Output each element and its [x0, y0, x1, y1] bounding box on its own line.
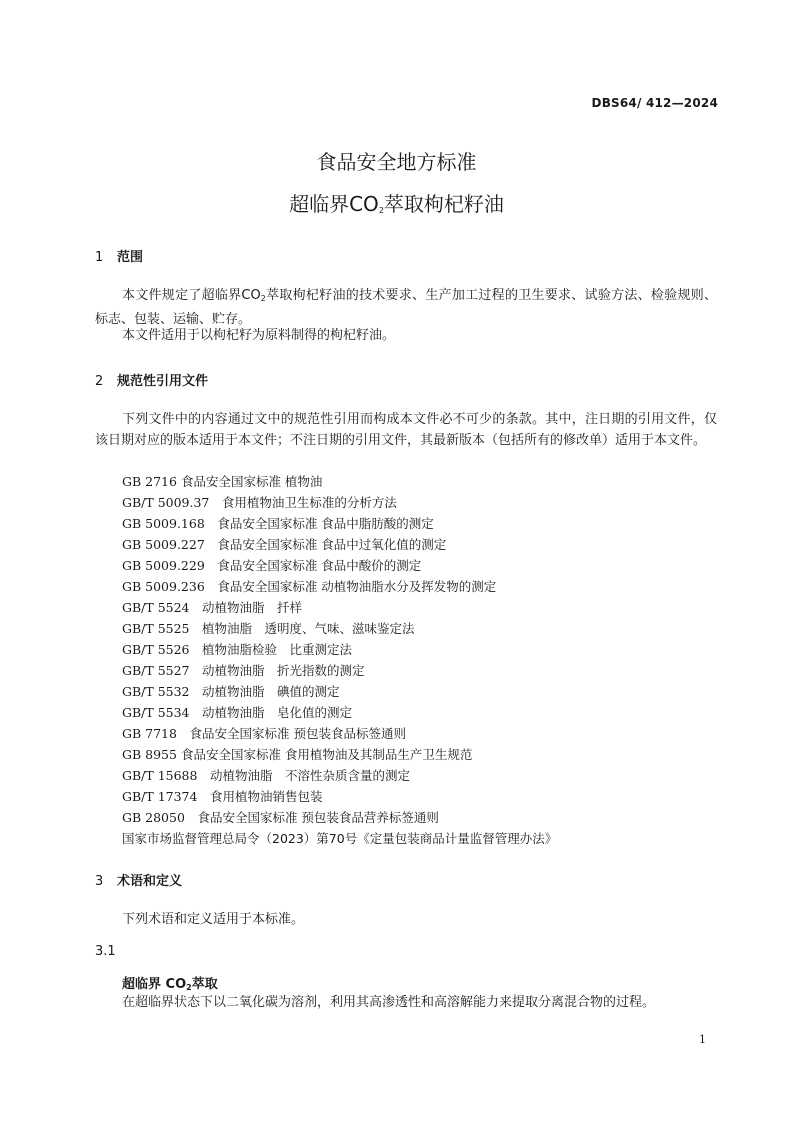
reference-item: GB/T 5525 植物油脂 透明度、气味、滋味鉴定法: [122, 621, 415, 636]
section-2-paragraph-1: 下列文件中的内容通过文中的规范性引用而构成本文件必不可少的条款。其中，注日期的引用文件，仅该日期对应的版本适用于本文件；不注日期的引用文件，其最新版本（包括所有的修改单）适用于本文件。: [95, 412, 717, 448]
reference-item: GB/T 15688 动植物油脂 不溶性杂质含量的测定: [122, 768, 410, 783]
reference-item: GB/T 5532 动植物油脂 碘值的测定: [122, 684, 340, 699]
reference-item: GB 5009.227 食品安全国家标准 食品中过氧化值的测定: [122, 537, 447, 552]
reference-item: GB 5009.236 食品安全国家标准 动植物油脂水分及挥发物的测定: [122, 579, 497, 594]
reference-item: GB/T 5524 动植物油脂 扦样: [122, 600, 303, 615]
reference-item: GB/T 5526 植物油脂检验 比重测定法: [122, 642, 353, 657]
reference-item: GB/T 5527 动植物油脂 折光指数的测定: [122, 663, 365, 678]
reference-item: GB 8955 食品安全国家标准 食用植物油及其制品生产卫生规范: [122, 747, 473, 762]
reference-item: GB/T 5009.37 食用植物油卫生标准的分析方法: [122, 495, 397, 510]
standard-title: 超临界$CO_2$萃取枸杞籽油: [289, 192, 504, 216]
term-definition: 在超临界状态下以二氧化碳为溶剂，利用其高渗透性和高溶解能力来提取分离混合物的过程。: [122, 995, 656, 1010]
section-3-heading: 3 术语和定义: [95, 874, 183, 889]
page-number: 1: [699, 1033, 706, 1046]
reference-decree: 国家市场监督管理总局令（2023）第70号《定量包装商品计量监督管理办法》: [122, 831, 558, 846]
reference-item: GB 7718 食品安全国家标准 预包装食品标签通则: [122, 726, 406, 741]
subsection-3-1-number: 3.1: [95, 944, 116, 959]
reference-item: GB/T 5534 动植物油脂 皂化值的测定: [122, 705, 353, 720]
section-1-heading: 1 范围: [95, 250, 144, 265]
section-1-paragraph-2: 本文件适用于以枸杞籽为原料制得的枸杞籽油。: [122, 328, 396, 343]
standard-category-title: 食品安全地方标准: [316, 150, 477, 174]
reference-item: GB 2716 食品安全国家标准 植物油: [122, 474, 323, 489]
term-heading: 超临界 $CO_2$萃取: [122, 977, 218, 992]
section-1-paragraph-1: 本文件规定了超临界$CO_2$萃取枸杞籽油的技术要求、生产加工过程的卫生要求、试验方法、检验规则、标志、包装、运输、贮存。: [95, 288, 717, 327]
document-number: DBS64/ 412—2024: [591, 96, 718, 110]
reference-item: GB 28050 食品安全国家标准 预包装食品营养标签通则: [122, 810, 439, 825]
reference-item: GB/T 17374 食用植物油销售包装: [122, 789, 323, 804]
reference-item: GB 5009.229 食品安全国家标准 食品中酸价的测定: [122, 558, 422, 573]
section-2-heading: 2 规范性引用文件: [95, 374, 209, 389]
section-3-paragraph-1: 下列术语和定义适用于本标准。: [122, 912, 305, 927]
reference-item: GB 5009.168 食品安全国家标准 食品中脂肪酸的测定: [122, 516, 434, 531]
